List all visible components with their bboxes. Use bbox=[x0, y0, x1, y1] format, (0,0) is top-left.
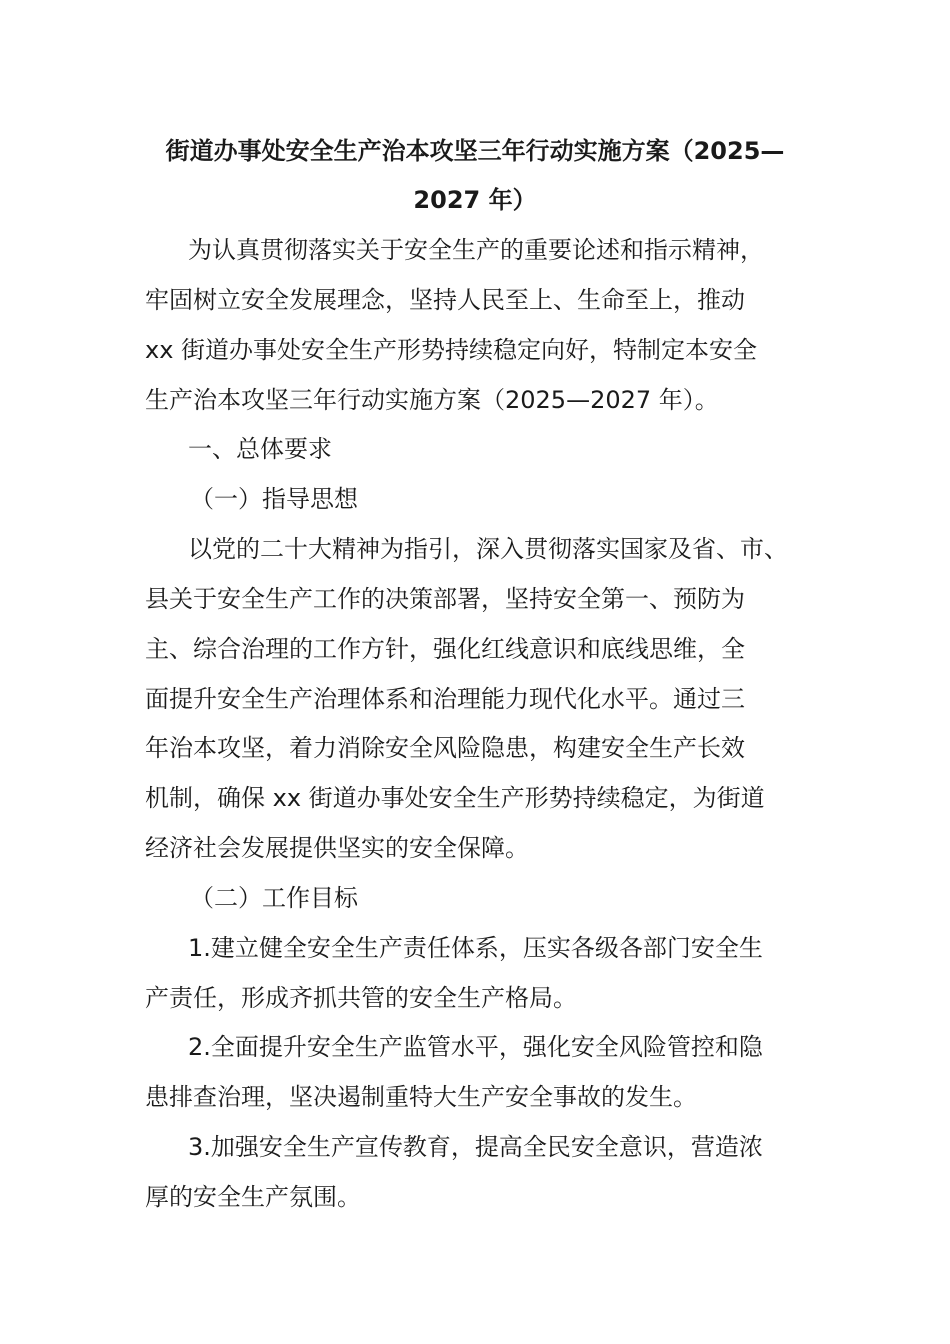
guiding-thought-line: 面提升安全生产治理体系和治理能力现代化水平。通过三 bbox=[145, 685, 745, 713]
subsection-heading-work-goals: （二）工作目标 bbox=[190, 884, 358, 912]
guiding-thought-line: 以党的二十大精神为指引，深入贯彻落实国家及省、市、 bbox=[188, 535, 788, 563]
intro-paragraph-line: 牢固树立安全发展理念，坚持人民至上、生命至上，推动 bbox=[145, 286, 745, 314]
guiding-thought-line: 主、综合治理的工作方针，强化红线意识和底线思维，全 bbox=[145, 635, 745, 663]
goal-item-line: 3.加强安全生产宣传教育，提高全民安全意识，营造浓 bbox=[188, 1133, 763, 1161]
goal-item-line: 产责任，形成齐抓共管的安全生产格局。 bbox=[145, 984, 577, 1012]
goal-item-line: 1.建立健全安全生产责任体系，压实各级各部门安全生 bbox=[188, 934, 763, 962]
subsection-heading-guiding-thought: （一）指导思想 bbox=[190, 485, 358, 513]
guiding-thought-line: 机制，确保 xx 街道办事处安全生产形势持续稳定，为街道 bbox=[145, 784, 765, 812]
goal-item-line: 厚的安全生产氛围。 bbox=[145, 1183, 361, 1211]
intro-paragraph-line: 生产治本攻坚三年行动实施方案（2025—2027 年）。 bbox=[145, 386, 719, 414]
goal-item-line: 患排查治理，坚决遏制重特大生产安全事故的发生。 bbox=[145, 1083, 697, 1111]
guiding-thought-line: 县关于安全生产工作的决策部署，坚持安全第一、预防为 bbox=[145, 585, 745, 613]
guiding-thought-line: 年治本攻坚，着力消除安全风险隐患，构建安全生产长效 bbox=[145, 734, 745, 762]
document-title-line-1: 街道办事处安全生产治本攻坚三年行动实施方案（2025— bbox=[165, 137, 785, 165]
intro-paragraph-line: 为认真贯彻落实关于安全生产的重要论述和指示精神， bbox=[188, 236, 764, 264]
guiding-thought-line: 经济社会发展提供坚实的安全保障。 bbox=[145, 834, 529, 862]
intro-paragraph-line: xx 街道办事处安全生产形势持续稳定向好，特制定本安全 bbox=[145, 336, 758, 364]
goal-item-line: 2.全面提升安全生产监管水平，强化安全风险管控和隐 bbox=[188, 1033, 763, 1061]
document-title-line-2: 2027 年） bbox=[413, 186, 537, 214]
section-heading-general-requirements: 一、总体要求 bbox=[188, 435, 332, 463]
